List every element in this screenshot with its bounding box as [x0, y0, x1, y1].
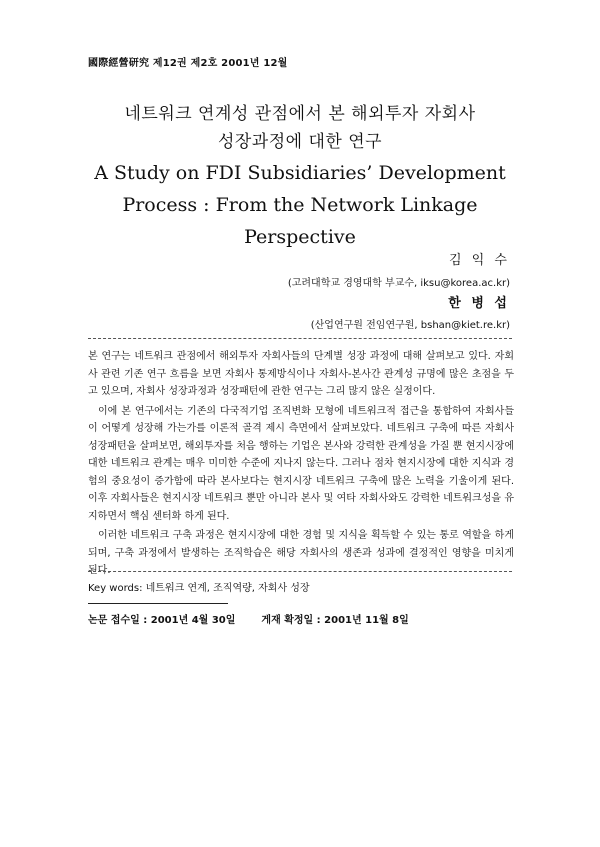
author-2-affiliation: (산업연구원 전임연구원, bshan@kiet.re.kr): [310, 320, 510, 331]
abstract-top-divider: [88, 338, 512, 339]
title-english-line-2: Process : From the Network Linkage: [122, 194, 478, 216]
accepted-date: 게재 확정일 : 2001년 11월 8일: [261, 615, 409, 626]
title-english-line-1: A Study on FDI Subsidiaries’ Development: [94, 162, 506, 184]
abstract-bottom-divider: [88, 571, 512, 572]
author-2-affiliation-block: [311, 316, 510, 331]
author-2-name: 한 병 섭: [448, 296, 510, 311]
title-korean-line-2: 성장과정에 대한 연구: [217, 132, 383, 152]
abstract: [88, 348, 514, 582]
author-2: [448, 292, 510, 311]
title-english-line-3: Perspective: [244, 226, 356, 248]
received-date: 논문 접수일 : 2001년 4월 30일: [88, 615, 236, 626]
submission-dates: [88, 611, 409, 626]
author-1-affiliation: (고려대학교 경영대학 부교수, iksu@korea.ac.kr): [287, 278, 510, 289]
author-1-affiliation-block: [288, 274, 510, 289]
abstract-paragraph-1: 본 연구는 네트워크 관점에서 해외투자 자회사들의 단계별 성장 과정에 대해 살펴보고 있다. 자회사 관련 기존 연구 흐름을 보면 자회사 통제방식이나 자회사-본사간 관계성 규명에 많은 초점을 두고 있으며, 자회사 성장과정과 성장패턴에 관한 연구는 그리 많지 않은 실정이다.: [88, 351, 514, 397]
title-korean-line-1: 네트워크 연계성 관점에서 본 해외투자 자회사: [124, 104, 476, 124]
journal-header: 國際經營研究 제12권 제2호 2001년 12월: [88, 58, 288, 69]
keywords: Key words: 네트워크 연계, 조직역량, 자회사 성장: [88, 583, 310, 594]
paper-title: [0, 100, 600, 252]
author-1-name: 김 익 수: [449, 253, 510, 268]
abstract-paragraph-3: 이러한 네트워크 구축 과정은 현지시장에 대한 경험 및 지식을 획득할 수 있는 통로 역할을 하게 되며, 구축 과정에서 발생하는 조직학습은 해당 자회사의 생존과 성과에 결정적인 영향을 미치게 된다.: [88, 530, 514, 576]
footnote-divider: [88, 603, 228, 604]
abstract-paragraph-2: 이에 본 연구에서는 기존의 다국적기업 조직변화 모형에 네트워크적 접근을 통합하여 자회사들이 어떻게 성장해 가는가를 이론적 골격 제시 측면에서 살펴보았다. 네트워크 구축에 따른 자회사 성장패턴을 살펴보면, 해외투자를 처음 행하는 기업은 본사와 강력한 관계성을 가질 뿐 현지시장에 대한 네트워크 관계는 매우 미미한 수준에 지나지 않는다. 그러나 점차 현지시장에 대한 지식과 경험의 중요성이 증가함에 따라 본사보다는 현지시장 네트워크 구축에 많은 노력을 기울이게 된다. 이후 자회사들은 현지시장 네트워크 뿐만 아니라 본사 및 여타 자회사와도 강력한 네트워크성을 유지하면서 핵심 센터화 하게 된다.: [88, 405, 514, 522]
author-1: [449, 249, 510, 268]
